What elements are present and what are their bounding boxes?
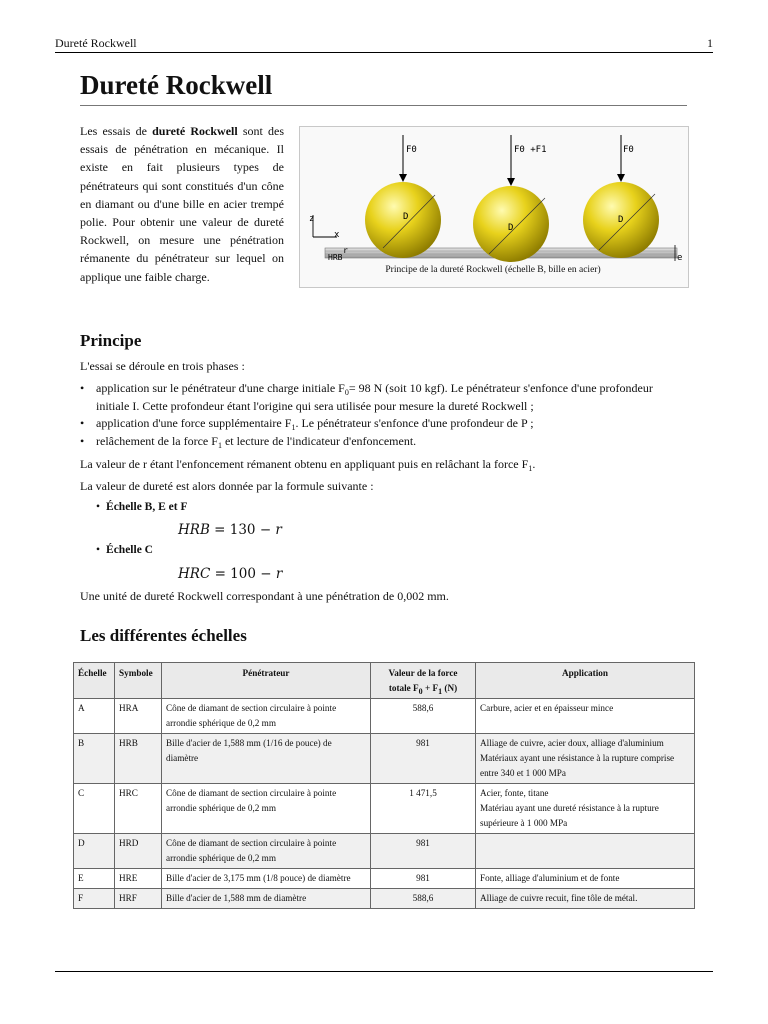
label-z: z — [309, 214, 315, 224]
cell-force: 1 471,5 — [371, 784, 476, 834]
table-row — [74, 734, 695, 784]
r-definition: La valeur de r étant l'enfoncement rémanent obtenu en appliquant puis en relâchant la force $F_1$. — [80, 457, 536, 473]
cell-penetrateur: Bille d'acier de 1,588 mm (1/16 de pouce) de diamètre — [162, 734, 371, 784]
unit-note: Une unité de dureté Rockwell correspondant à une pénétration de 0,002 mm. — [80, 589, 449, 603]
label-f0f1: F0 +F1 — [514, 145, 547, 155]
cell-symbole: HRE — [115, 869, 162, 889]
cell-echelle: E — [74, 869, 115, 889]
label-d-3: D — [618, 215, 624, 225]
label-d-1: D — [403, 212, 409, 222]
cell-echelle: F — [74, 889, 115, 909]
heading-principe: Principe — [80, 331, 142, 350]
footer-rule — [55, 971, 713, 972]
cell-application: Alliage de cuivre recuit, fine tôle de métal. — [476, 889, 695, 909]
table-header-row — [74, 663, 695, 699]
cell-application: Carbure, acier et en épaisseur mince — [476, 699, 695, 734]
scales-table — [73, 662, 695, 909]
cell-force: 588,6 — [371, 889, 476, 909]
intro-paragraph — [80, 122, 284, 286]
cell-force: 588,6 — [371, 699, 476, 734]
table-row — [74, 784, 695, 834]
page-title: Dureté Rockwell — [80, 70, 687, 106]
cell-penetrateur: Cône de diamant de section circulaire à pointe arrondie sphérique de 0,2 mm — [162, 834, 371, 869]
table-row — [74, 869, 695, 889]
label-r: r — [343, 246, 348, 255]
col-header-penetrateur: Pénétrateur — [162, 663, 371, 699]
intro-text-pre: Les essais de — [80, 124, 153, 138]
cell-symbole: HRC — [115, 784, 162, 834]
label-hrb: HRB — [328, 253, 343, 262]
figure-caption: Principe de la dureté Rockwell (échelle B, bille en acier) — [385, 265, 601, 275]
cell-symbole: HRA — [115, 699, 162, 734]
intro-keyword: dureté Rockwell — [152, 124, 238, 138]
running-title: Dureté Rockwell — [55, 36, 137, 50]
principe-intro: L'essai se déroule en trois phases : — [80, 359, 245, 373]
label-x: x — [334, 230, 340, 240]
intro-text-post: sont des essais de pénétration en mécanique. Il existe en fait plusieurs types de pénétrateurs qui sont constitués d'un cône en diamant ou d'une bille en acier trempé polie. Pour obtenir une valeur de dureté Rockwell, on mesure une pénétration rémanente du pénétrateur sur lequel on applique une faible charge. — [80, 124, 285, 284]
col-header-application: Application — [476, 663, 695, 699]
cell-echelle: C — [74, 784, 115, 834]
rockwell-diagram — [303, 130, 685, 264]
table-row — [74, 699, 695, 734]
page-number: 1 — [707, 36, 713, 50]
label-e: e — [677, 253, 683, 263]
col-header-echelle: Échelle — [74, 663, 115, 699]
label-f0-2: F0 — [623, 145, 634, 155]
cell-symbole: HRF — [115, 889, 162, 909]
table-row — [74, 889, 695, 909]
cell-penetrateur: Cône de diamant de section circulaire à pointe arrondie sphérique de 0,2 mm — [162, 784, 371, 834]
scale-label-bef: • Échelle B, E et F — [96, 501, 188, 513]
cell-force: 981 — [371, 869, 476, 889]
table-row — [74, 834, 695, 869]
running-header — [55, 36, 713, 53]
cell-echelle: D — [74, 834, 115, 869]
formula-hrc: HRC = 100 − r — [178, 566, 283, 582]
rockwell-figure — [299, 126, 689, 288]
cell-force: 981 — [371, 834, 476, 869]
cell-application: Acier, fonte, titane Matériau ayant une dureté résistance à la rupture supérieure à 1 000 MPa — [476, 784, 695, 834]
cell-echelle: B — [74, 734, 115, 784]
heading-echelles: Les différentes échelles — [80, 626, 247, 645]
label-d-2: D — [508, 223, 514, 233]
label-f0-1: F0 — [406, 145, 417, 155]
cell-application: Fonte, alliage d'aluminium et de fonte — [476, 869, 695, 889]
cell-echelle: A — [74, 699, 115, 734]
scale-label-c: • Échelle C — [96, 544, 153, 556]
cell-application — [476, 834, 695, 869]
cell-penetrateur: Cône de diamant de section circulaire à pointe arrondie sphérique de 0,2 mm — [162, 699, 371, 734]
col-header-force: Valeur de la force totale $F_0 + F_1$ (N) — [371, 663, 476, 699]
cell-application: Alliage de cuivre, acier doux, alliage d'aluminium Matériaux ayant une résistance à la rupture comprise entre 340 et 1 000 MPa — [476, 734, 695, 784]
cell-symbole: HRB — [115, 734, 162, 784]
formula-intro: La valeur de dureté est alors donnée par la formule suivante : — [80, 479, 374, 493]
cell-force: 981 — [371, 734, 476, 784]
col-header-symbole: Symbole — [115, 663, 162, 699]
cell-symbole: HRD — [115, 834, 162, 869]
cell-penetrateur: Bille d'acier de 3,175 mm (1/8 pouce) de diamètre — [162, 869, 371, 889]
cell-penetrateur: Bille d'acier de 1,588 mm de diamètre — [162, 889, 371, 909]
formula-hrb: HRB = 130 − r — [178, 522, 282, 538]
